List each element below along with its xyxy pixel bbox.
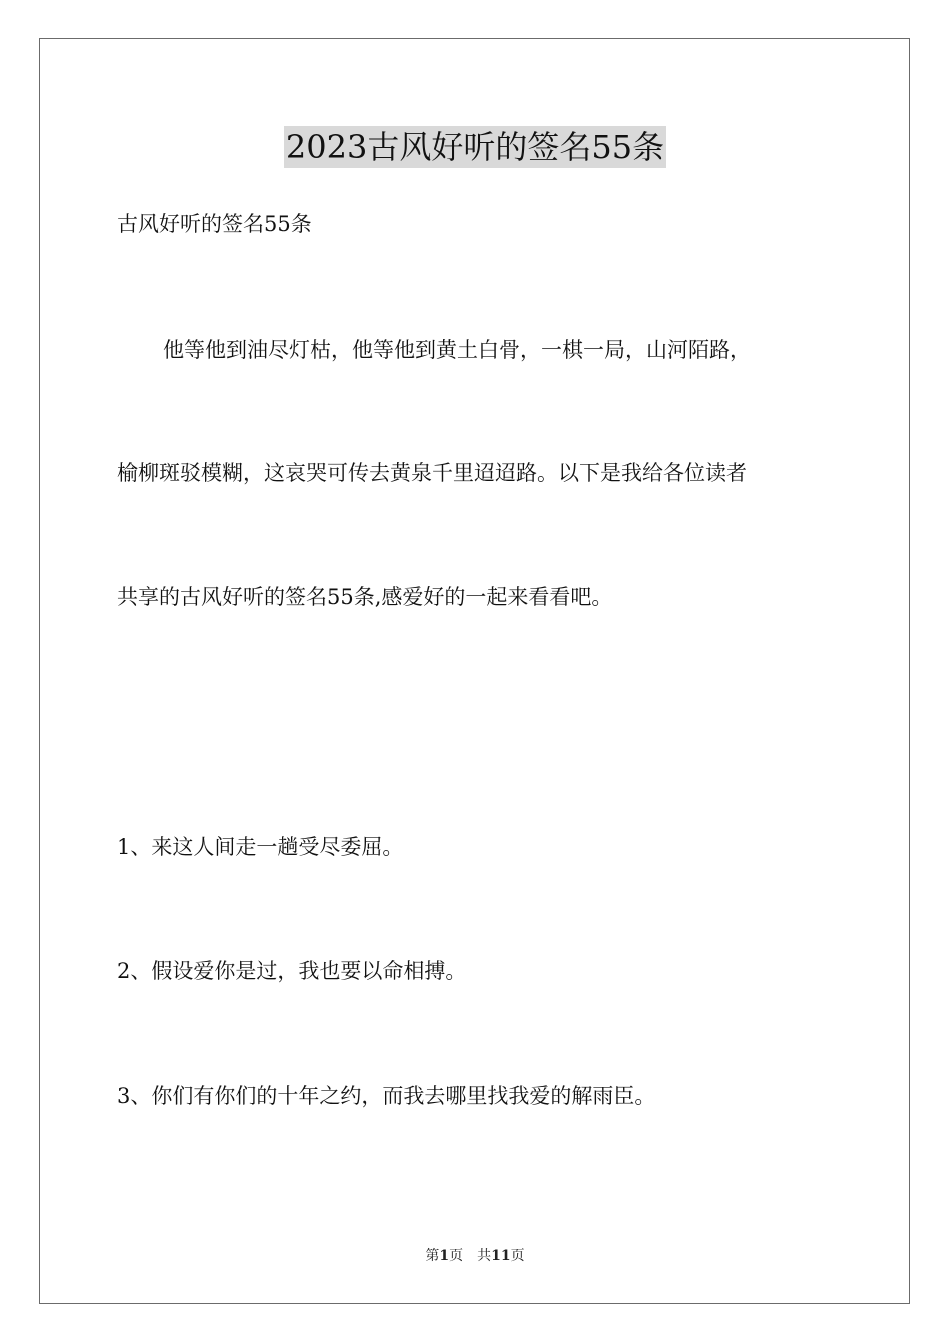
footer-page-suffix: 页	[449, 1248, 464, 1264]
intro-line-3: 共享的古风好听的签名55条,感爱好的一起来看看吧。	[117, 585, 613, 609]
page-footer	[0, 1246, 950, 1266]
list-item-1: 1、来这人间走一趟受尽委屈。	[117, 835, 404, 859]
footer-page-current: 1	[439, 1248, 450, 1264]
document-subtitle: 古风好听的签名55条	[117, 212, 312, 236]
list-item-3: 3、你们有你们的十年之约，而我去哪里找我爱的解雨臣。	[117, 1084, 656, 1108]
title-container	[0, 126, 950, 168]
footer-page-total: 11	[491, 1248, 511, 1264]
intro-line-2: 榆柳斑驳模糊，这哀哭可传去黄泉千里迢迢路。以下是我给各位读者	[117, 461, 747, 485]
list-item-2: 2、假设爱你是过，我也要以命相搏。	[117, 959, 467, 983]
footer-page-prefix: 第	[425, 1248, 440, 1264]
footer-total-prefix: 共	[477, 1248, 492, 1264]
document-title: 2023古风好听的签名55条	[285, 128, 665, 166]
intro-line-1: 他等他到油尽灯枯，他等他到黄土白骨，一棋一局，山河陌路，	[163, 338, 751, 362]
footer-total-suffix: 页	[510, 1248, 525, 1264]
